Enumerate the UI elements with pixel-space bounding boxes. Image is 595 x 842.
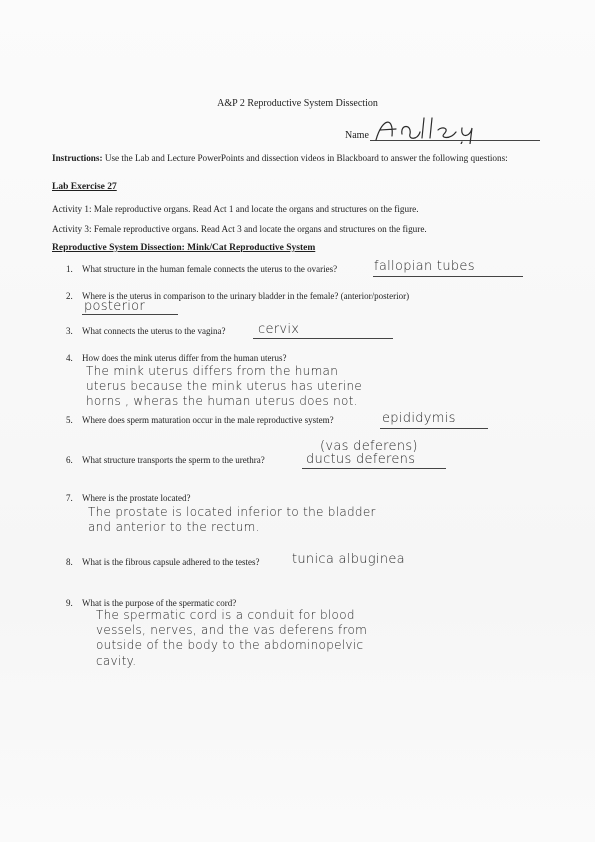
answer-line [380, 428, 488, 429]
question-1: 1. What structure in the human female connects the uterus to the ovaries? [66, 264, 338, 274]
answer-6-note: (vas deferens) [320, 439, 418, 454]
name-label: Name [345, 130, 369, 141]
question-8: 8. What is the fibrous capsule adhered to the testes? [66, 557, 260, 567]
answer-5: epididymis [382, 411, 456, 426]
answer-line [253, 338, 393, 339]
question-6: 6. What structure transports the sperm to the urethra? [66, 455, 265, 465]
lab-exercise-heading: Lab Exercise 27 [52, 182, 117, 192]
answer-3: cervix [258, 322, 300, 337]
answer-9-line-1: The spermatic cord is a conduit for blood [96, 608, 355, 622]
answer-6: ductus deferens [306, 452, 416, 467]
handwritten-signature [372, 114, 532, 144]
answer-7-line-2: and anterior to the rectum. [88, 520, 260, 534]
answer-line [302, 468, 446, 469]
answer-4-line-3: horns , wheras the human uterus does not. [86, 394, 358, 408]
answer-8: tunica albuginea [292, 552, 405, 567]
answer-4-line-2: uterus because the mink uterus has uterine [86, 379, 363, 393]
activity-1: Activity 1: Male reproductive organs. Read Act 1 and locate the organs and structures on the figure. [52, 204, 419, 214]
page-title: A&P 2 Reproductive System Dissection [217, 98, 378, 109]
answer-4-line-1: The mink uterus differs from the human [86, 364, 339, 378]
question-4: 4. How does the mink uterus differ from the human uterus? [66, 353, 287, 363]
instructions-text: Use the Lab and Lecture PowerPoints and dissection videos in Blackboard to answer the following questions: [102, 153, 508, 163]
instructions [52, 152, 547, 164]
dissection-heading: Reproductive System Dissection: Mink/Cat Reproductive System [52, 243, 316, 253]
answer-9-line-2: vessels, nerves, and the vas deferens from [96, 623, 368, 637]
instructions-label: Instructions: [52, 153, 103, 163]
question-2: 2. Where is the uterus in comparison to the urinary bladder in the female? (anterior/posterior) [66, 291, 410, 301]
question-9: 9. What is the purpose of the spermatic cord? [66, 598, 237, 608]
answer-1: fallopian tubes [374, 259, 475, 274]
question-5: 5. Where does sperm maturation occur in the male reproductive system? [66, 415, 334, 425]
activity-3: Activity 3: Female reproductive organs. Read Act 3 and locate the organs and structures on the figure. [52, 224, 427, 234]
answer-line [82, 314, 178, 315]
answer-line [373, 276, 523, 277]
answer-2: posterior [84, 299, 146, 314]
answer-7-line-1: The prostate is located inferior to the bladder [88, 505, 376, 519]
question-7: 7. Where is the prostate located? [66, 493, 191, 503]
answer-9-line-3: outside of the body to the abdominopelvic [96, 638, 364, 652]
answer-9-line-4: cavity. [96, 654, 137, 668]
question-3: 3. What connects the uterus to the vagina? [66, 326, 226, 336]
